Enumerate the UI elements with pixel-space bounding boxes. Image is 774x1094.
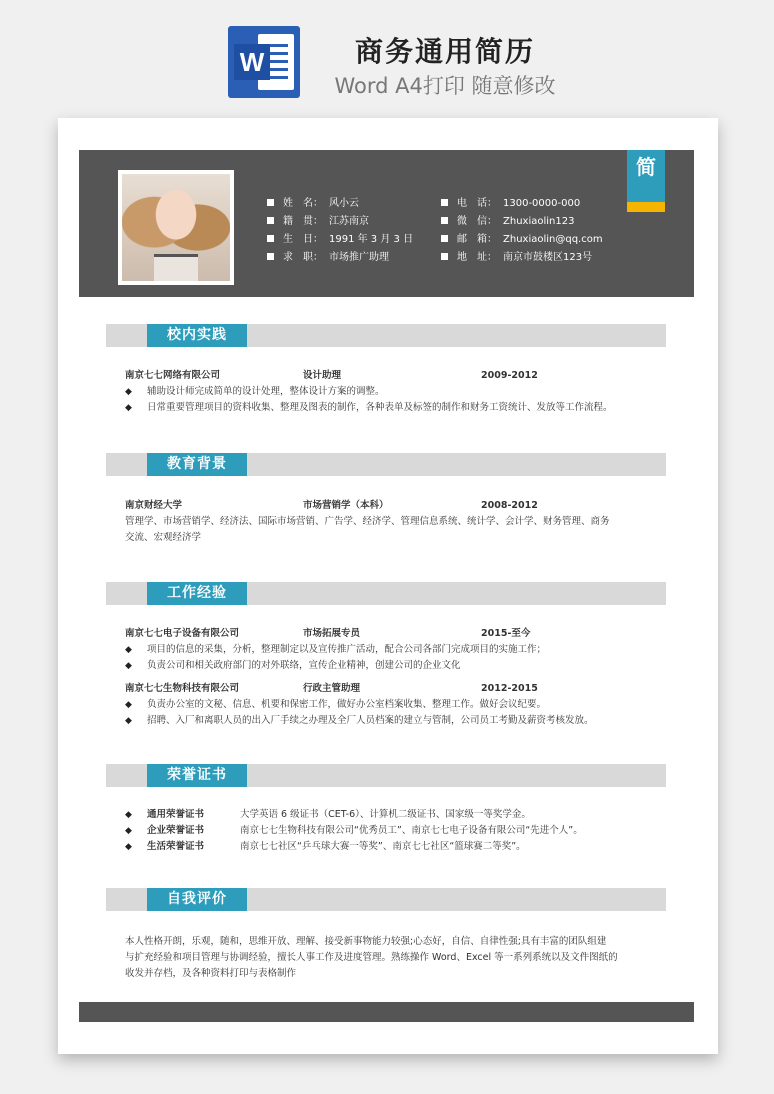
courses-text: 交流、宏观经济学 (125, 532, 202, 543)
job-period: 2015-至今 (481, 628, 531, 639)
section-title: 校内实践 (147, 324, 247, 347)
page-title: 商务通用简历 (354, 35, 535, 68)
honor-value: 南京七七生物科技有限公司“优秀员工”、南京七七电子设备有限公司“先进个人”。 (240, 825, 583, 836)
info-label: 电 话： (457, 198, 497, 209)
section-honors-content (125, 807, 655, 855)
list-item: ◆ 负责公司和相关政府部门的对外联络，宣传企业精神，创建公司的企业文化 (125, 658, 655, 674)
list-item: ◆ 招聘、入厂和离职人员的出入厂手续之办理及全厂人员档案的建立与管制，公司员工考勤及薪资考核发放。 (125, 713, 655, 729)
section-campus-header (106, 324, 666, 347)
profile-banner (79, 150, 694, 297)
job-period: 2012-2015 (481, 683, 538, 694)
resume-badge (627, 150, 665, 212)
list-item (125, 839, 655, 855)
honor-label: ◆ 通用荣誉证书 (147, 809, 205, 820)
honor-label: ◆ 企业荣誉证书 (147, 825, 205, 836)
section-education-content (125, 498, 655, 546)
job-role: 行政主管助理 (303, 683, 361, 694)
info-label: 微 信： (457, 216, 497, 227)
info-objective: 市场推广助理 (329, 252, 389, 263)
section-self-eval-content (125, 934, 655, 982)
list-item: ◆ 项目的信息的采集，分析，整理制定以及宣传推广活动，配合公司各部门完成项目的实施工作； (125, 642, 655, 658)
company-name: 南京七七电子设备有限公司 (125, 628, 240, 639)
self-eval-text: 与扩充经验和项目管理与协调经验，擅长人事工作及进度管理。熟练操作 Word、Excel 等一系列系统以及文件图纸的 (125, 952, 618, 963)
info-label: 籍 贯： (283, 216, 323, 227)
info-wechat: Zhuxiaolin123 (503, 216, 575, 227)
honor-value: 大学英语 6 级证书（CET-6）、计算机二级证书、国家级一等奖学金。 (240, 809, 531, 820)
word-icon (228, 26, 300, 98)
info-label: 邮 箱： (457, 234, 497, 245)
word-letter: W (234, 44, 270, 80)
section-title: 教育背景 (147, 453, 247, 476)
page-header (0, 0, 774, 112)
section-title: 工作经验 (147, 582, 247, 605)
self-eval-text: 收发并存档，及各种资料打印与表格制作 (125, 968, 297, 979)
info-label: 求 职： (283, 252, 323, 263)
info-email: Zhuxiaolin@qq.com (503, 234, 603, 245)
school-name: 南京财经大学 (125, 500, 183, 511)
page-subtitle: Word A4打印 随意修改 (334, 74, 556, 98)
resume-paper (58, 118, 718, 1054)
info-phone: 1300-0000-000 (503, 198, 581, 209)
list-item: ◆ 辅助设计师完成简单的设计处理，整体设计方案的调整。 (125, 384, 655, 400)
honor-label: ◆ 生活荣誉证书 (147, 841, 205, 852)
info-label: 姓 名： (283, 198, 323, 209)
badge-label: 简 (627, 150, 665, 202)
self-eval-text: 本人性格开朗，乐观，随和，思维开放、理解、接受新事物能力较强;心态好，自信、自律性强;具有丰富的团队组建 (125, 936, 607, 947)
company-name: 南京七七生物科技有限公司 (125, 683, 240, 694)
list-item: ◆ 日常重要管理项目的资料收集、整理及图表的制作，各种表单及标签的制作和财务工资统计、发放等工作流程。 (125, 400, 655, 416)
job-role: 设计助理 (303, 370, 342, 381)
list-item (125, 823, 655, 839)
section-campus-content (125, 368, 655, 416)
section-honors-header (106, 764, 666, 787)
company-name: 南京七七网络有限公司 (125, 370, 221, 381)
section-self-eval-header (106, 888, 666, 911)
section-title: 自我评价 (147, 888, 247, 911)
footer-bar (79, 1002, 694, 1022)
info-birthday: 1991 年 3 月 3 日 (329, 234, 414, 245)
section-work-header (106, 582, 666, 605)
section-work-content (125, 626, 655, 729)
major: 市场营销学（本科） (303, 500, 389, 511)
job-role: 市场拓展专员 (303, 628, 361, 639)
info-address: 南京市鼓楼区123号 (503, 252, 593, 263)
info-label: 地 址： (457, 252, 497, 263)
section-title: 荣誉证书 (147, 764, 247, 787)
info-name: 风小云 (329, 198, 359, 209)
list-item: ◆ 负责办公室的文秘、信息、机要和保密工作，做好办公室档案收集、整理工作。做好会议纪要。 (125, 697, 655, 713)
info-label: 生 日： (283, 234, 323, 245)
honor-value: 南京七七社区“乒乓球大赛一等奖”、南京七七社区“篮球赛二等奖”。 (240, 841, 526, 852)
job-period: 2009-2012 (481, 370, 538, 381)
section-education-header (106, 453, 666, 476)
courses-text: 管理学、市场营销学、经济法、国际市场营销、广告学、经济学、管理信息系统、统计学、会计学、财务管理、商务 (125, 516, 610, 527)
profile-photo (118, 170, 234, 285)
info-hometown: 江苏南京 (329, 216, 369, 227)
edu-period: 2008-2012 (481, 500, 538, 511)
list-item (125, 807, 655, 823)
